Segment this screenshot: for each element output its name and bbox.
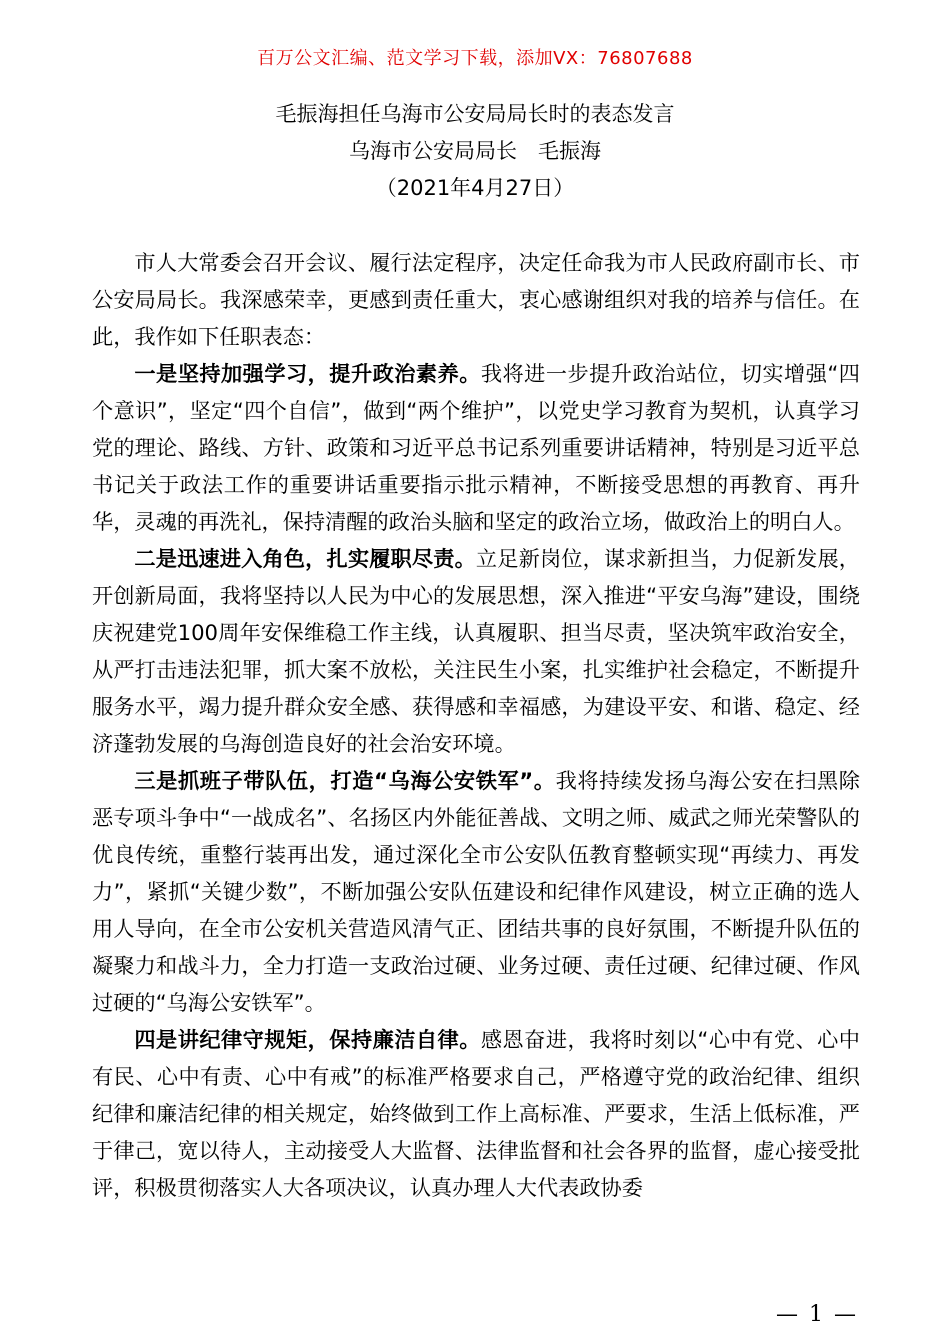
document-title: 毛振海担任乌海市公安局局长时的表态发言	[275, 102, 675, 126]
paragraph-text: 我将持续发扬乌海公安在扫黑除恶专项斗争中“一战成名”、名扬区内外能征善战、文明之师、威武之师光荣警队的优良传统，重整行装再出发，通过深化全市公安队伍教育整顿实现“再续力、再发力”，紧抓“关键少数”，不断加强公安队伍建设和纪律作风建设，树立正确的选人用人导向，在全市公安机关营造风清气正、团结共事的良好氛围，不断提升队伍的凝聚力和战斗力，全力打造一支政治过硬、业务过硬、责任过硬、纪律过硬、作风过硬的“乌海公安铁军”。	[92, 768, 860, 1015]
paragraph-point-2	[92, 540, 860, 762]
paragraph-lead: 二是迅速进入角色，扎实履职尽责。	[134, 546, 476, 571]
date-line: （2021年4月27日）	[375, 176, 575, 200]
paragraph-text: 我将进一步提升政治站位，切实增强“四个意识”，坚定“四个自信”，做到“两个维护”，以党史学习教育为契机，认真学习党的理论、路线、方针、政策和习近平总书记系列重要讲话精神，特别是习近平总书记关于政法工作的重要讲话重要指示批示精神，不断接受思想的再教育、再升华，灵魂的再洗礼，保持清醒的政治头脑和坚定的政治立场，做政治上的明白人。	[92, 361, 860, 534]
author-line: 乌海市公安局局长 毛振海	[349, 139, 601, 163]
paragraph-point-4	[92, 1021, 860, 1206]
page-number: — 1 —	[776, 1302, 858, 1327]
paragraph-text: 立足新岗位，谋求新担当，力促新发展，开创新局面，我将坚持以人民为中心的发展思想，深入推进“平安乌海”建设，围绕庆祝建党100周年安保维稳工作主线，认真履职、担当尽责，坚决筑牢政治安全，从严打击违法犯罪，抓大案不放松，关注民生小案，扎实维护社会稳定，不断提升服务水平，竭力提升群众安全感、获得感和幸福感，为建设平安、和谐、稳定、经济蓬勃发展的乌海创造良好的社会治安环境。	[92, 546, 860, 756]
paragraph-point-1	[92, 355, 860, 540]
watermark-header: 百万公文汇编、范文学习下载，添加VX：76807688	[257, 48, 693, 69]
title-block	[0, 96, 950, 207]
paragraph-text: 感恩奋进，我将时刻以“心中有党、心中有民、心中有责、心中有戒”的标准严格要求自己，严格遵守党的政治纪律、组织纪律和廉洁纪律的相关规定，始终做到工作上高标准、严要求，生活上低标准，严于律己，宽以待人，主动接受人大监督、法律监督和社会各界的监督，虚心接受批评，积极贯彻落实人大各项决议，认真办理人大代表政协委	[92, 1027, 860, 1200]
paragraph-lead: 四是讲纪律守规矩，保持廉洁自律。	[134, 1027, 481, 1052]
paragraph-lead: 一是坚持加强学习，提升政治素养。	[134, 361, 481, 386]
paragraph-intro	[92, 244, 860, 355]
paragraph-point-3	[92, 762, 860, 1021]
paragraph-text: 市人大常委会召开会议、履行法定程序，决定任命我为市人民政府副市长、市公安局局长。我深感荣幸，更感到责任重大，衷心感谢组织对我的培养与信任。在此，我作如下任职表态：	[92, 250, 860, 349]
paragraph-lead: 三是抓班子带队伍，打造“乌海公安铁军”。	[134, 768, 556, 793]
document-body	[92, 244, 860, 1206]
